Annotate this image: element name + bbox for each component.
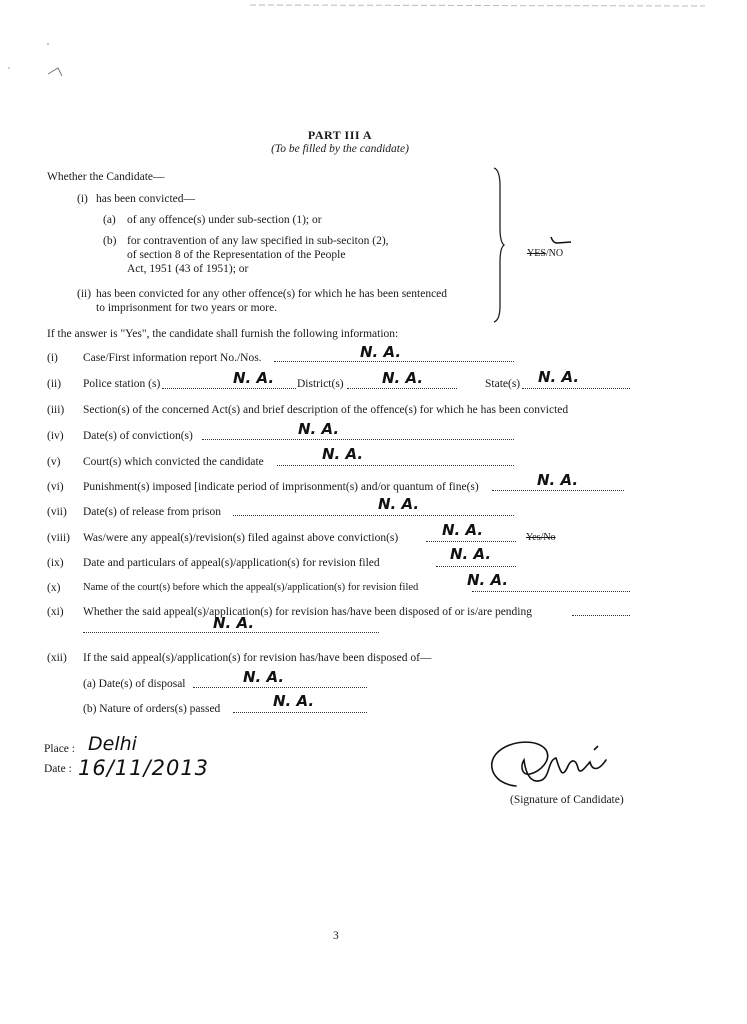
item-iv-value: N. A. xyxy=(298,420,340,438)
question-ii-line1: has been convicted for any other offence(s) for which he has been sentenced xyxy=(96,288,448,300)
item-iii-label: Section(s) of the concerned Act(s) and brief description of the offence(s) for which he has been convicted xyxy=(83,404,569,416)
item-iv-num: (iv) xyxy=(47,430,64,442)
item-x-label: Name of the court(s) before which the appeal(s)/application(s) for revision filed xyxy=(83,582,419,593)
item-xi-value: N. A. xyxy=(213,614,255,632)
page-title: PART III A xyxy=(307,128,373,142)
item-ii-num: (ii) xyxy=(47,378,62,390)
answer-yes-no xyxy=(527,247,563,261)
item-xi-num: (xi) xyxy=(47,606,64,618)
item-ii-state-value: N. A. xyxy=(538,368,580,386)
item-vi-num: (vi) xyxy=(47,481,64,493)
item-i-value: N. A. xyxy=(360,343,402,361)
item-vi-label: Punishment(s) imposed [indicate period of imprisonment(s) and/or quantum of fine(s) xyxy=(83,481,479,493)
item-v-label: Court(s) which convicted the candidate xyxy=(83,456,264,468)
item-iv-label: Date(s) of conviction(s) xyxy=(83,430,193,442)
item-ii-label: Police station (s) xyxy=(83,378,161,390)
item-xii-num: (xii) xyxy=(47,652,67,664)
scan-marks-icon xyxy=(0,0,747,100)
item-vii-value: N. A. xyxy=(378,495,420,513)
item-viii-num: (viii) xyxy=(47,532,70,544)
right-brace-icon xyxy=(488,166,508,324)
item-iii-num: (iii) xyxy=(47,404,65,416)
item-ii-district-label: District(s) xyxy=(297,378,344,390)
item-v-line xyxy=(277,465,514,466)
instruction-text: If the answer is "Yes", the candidate shall furnish the following information: xyxy=(47,328,399,340)
item-ix-value: N. A. xyxy=(450,545,492,563)
item-xii-a-line xyxy=(193,687,367,688)
item-viii-yes-no: Yes/No xyxy=(526,532,556,543)
item-i-line xyxy=(274,361,514,362)
question-intro: Whether the Candidate— xyxy=(47,171,165,183)
question-a-label: (a) xyxy=(103,214,116,226)
tick-mark-icon xyxy=(549,234,573,246)
item-ix-num: (ix) xyxy=(47,557,64,569)
item-ii-line xyxy=(162,388,296,389)
place-label: Place : xyxy=(44,743,75,755)
item-v-value: N. A. xyxy=(322,445,364,463)
item-ii-district-line xyxy=(347,388,457,389)
item-xii-a-label: (a) Date(s) of disposal xyxy=(83,678,186,690)
item-ii-district-value: N. A. xyxy=(382,369,424,387)
item-viii-line xyxy=(426,541,516,542)
question-i-label: (i) xyxy=(77,193,88,205)
question-i-text: has been convicted— xyxy=(96,193,195,205)
answer-no: /NO xyxy=(545,248,564,259)
answer-yes-struck: YES xyxy=(527,248,546,259)
item-x-line xyxy=(472,591,630,592)
question-a-text: of any offence(s) under sub-section (1); or xyxy=(127,214,322,226)
item-vii-num: (vii) xyxy=(47,506,67,518)
item-vii-line xyxy=(233,515,514,516)
item-xi-label: Whether the said appeal(s)/application(s) for revision has/have been disposed of or is/are pending xyxy=(83,606,532,618)
item-xii-b-label: (b) Nature of orders(s) passed xyxy=(83,703,221,715)
item-i-label: Case/First information report No./Nos. xyxy=(83,352,262,364)
item-i-num: (i) xyxy=(47,352,58,364)
item-vi-value: N. A. xyxy=(537,471,579,489)
item-xii-label: If the said appeal(s)/application(s) for revision has/have been disposed of— xyxy=(83,652,432,664)
item-ix-line xyxy=(436,566,516,567)
item-iv-line xyxy=(202,439,514,440)
item-vii-label: Date(s) of release from prison xyxy=(83,506,221,518)
item-xii-b-value: N. A. xyxy=(273,692,315,710)
question-b-label: (b) xyxy=(103,235,117,247)
question-ii-label: (ii) xyxy=(77,288,92,300)
item-vi-line xyxy=(492,490,624,491)
item-viii-value: N. A. xyxy=(442,521,484,539)
item-viii-label: Was/were any appeal(s)/revision(s) filed against above conviction(s) xyxy=(83,532,399,544)
item-ii-state-line xyxy=(522,388,630,389)
question-ii-line2: to imprisonment for two years or more. xyxy=(96,302,278,314)
date-value: 16/11/2013 xyxy=(78,756,210,780)
question-b-line1: for contravention of any law specified in sub-seciton (2), xyxy=(127,235,389,247)
item-xii-b-line xyxy=(233,712,367,713)
signature-caption: (Signature of Candidate) xyxy=(510,794,624,806)
item-xii-a-value: N. A. xyxy=(243,668,285,686)
date-label: Date : xyxy=(44,763,72,775)
item-ix-label: Date and particulars of appeal(s)/application(s) for revision filed xyxy=(83,557,380,569)
item-x-num: (x) xyxy=(47,582,61,594)
item-xi-line-2 xyxy=(83,632,379,633)
item-x-value: N. A. xyxy=(467,571,509,589)
item-ii-state-label: State(s) xyxy=(485,378,521,390)
item-ii-value: N. A. xyxy=(233,369,275,387)
signature-icon xyxy=(486,736,616,792)
page-subtitle: (To be filled by the candidate) xyxy=(271,143,409,155)
question-b-line2: of section 8 of the Representation of the People xyxy=(127,249,346,261)
item-v-num: (v) xyxy=(47,456,61,468)
page-number: 3 xyxy=(333,930,339,942)
item-xi-line-1 xyxy=(572,615,630,616)
place-value: Delhi xyxy=(88,733,137,755)
question-b-line3: Act, 1951 (43 of 1951); or xyxy=(127,263,249,275)
